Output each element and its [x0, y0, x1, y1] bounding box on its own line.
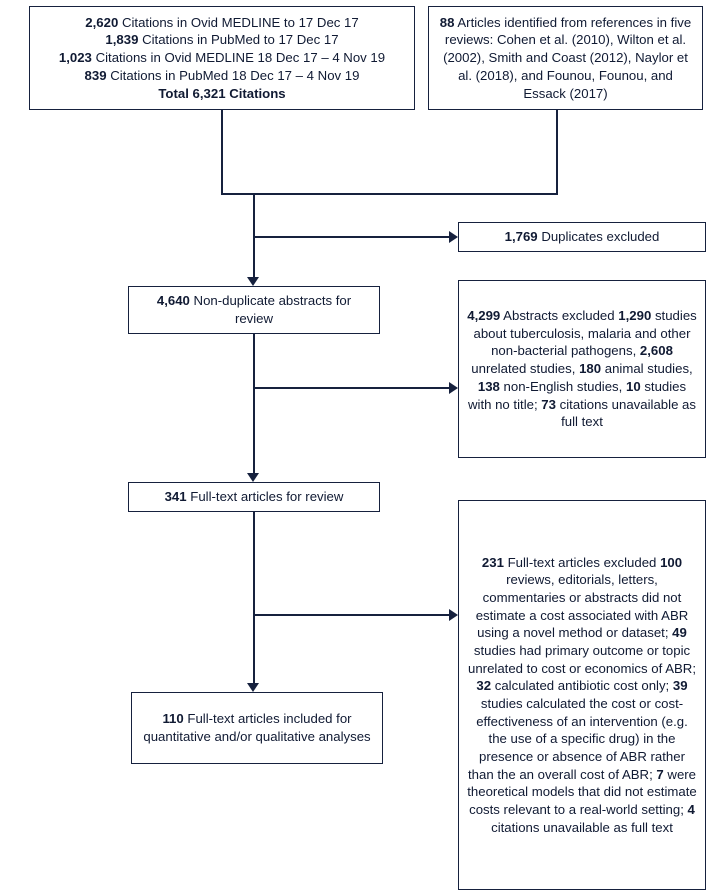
arrowhead-to-included [247, 683, 259, 692]
arrowhead-to-fulltext [247, 473, 259, 482]
included-text: 110 Full-text articles included for quantitative and/or qualitative analyses [143, 711, 371, 744]
arrowhead-to-abstracts-excluded [449, 382, 458, 394]
box-abstracts-excluded [458, 280, 706, 458]
box-identification-citations [29, 6, 415, 110]
connector-references-down [556, 110, 558, 194]
connector-nonduplicate-to-fulltext [253, 334, 255, 475]
box-articles-included [131, 692, 383, 764]
connector-to-fulltext-excluded [253, 614, 449, 616]
box-fulltext-articles-for-review [128, 482, 380, 512]
connector-to-abstracts-excluded [253, 387, 449, 389]
identification-line-3: 1,023 Citations in Ovid MEDLINE 18 Dec 17 – 4 Nov 19 [58, 50, 386, 66]
references-text: 88 Articles identified from references in five reviews: Cohen et al. (2010), Wilton et al. (2002), Smith and Coast (2012), Naylor et al. (2018), and Founou, Founou, and Essack (2017) [439, 14, 692, 101]
identification-line-5: Total 6,321 Citations [158, 85, 286, 101]
fulltext-excluded-text: 231 Full-text articles excluded 100 reviews, editorials, letters, commentaries or abstracts did not estimate a cost associated with ABR using a novel method or dataset; 49 studies had primary outcome or topic unrelated to cost or economics of ABR; 32 calculated antibiotic cost only; 39 studies calculated the cost or cost-effectiveness of an intervention (e.g. the use of a specific drug) in the presence or absence of ABR rather than the an overall cost of ABR; 7 were theoretical models that did not estimate costs relevant to a real-world setting; 4 citations unavailable as full text [467, 554, 697, 835]
arrowhead-to-nonduplicate [247, 277, 259, 286]
connector-merge-bar [221, 193, 558, 195]
duplicates-text: 1,769 Duplicates excluded [504, 229, 660, 245]
abstracts-excluded-text: 4,299 Abstracts excluded 1,290 studies about tuberculosis, malaria and other non-bacterial pathogens, 2,608 unrelated studies, 180 animal studies, 138 non-English studies, 10 studies with no title; 73 citations unavailable as full text [467, 308, 697, 430]
box-duplicates-excluded [458, 222, 706, 252]
box-fulltext-articles-excluded [458, 500, 706, 890]
non-duplicate-text: 4,640 Non-duplicate abstracts for review [156, 293, 352, 326]
arrowhead-to-fulltext-excluded [449, 609, 458, 621]
box-non-duplicate-abstracts [128, 286, 380, 334]
connector-fulltext-to-included [253, 512, 255, 685]
identification-text [37, 14, 407, 102]
arrowhead-to-duplicates [449, 231, 458, 243]
identification-line-1: 2,620 Citations in Ovid MEDLINE to 17 Dec 17 [85, 14, 359, 30]
fulltext-review-text: 341 Full-text articles for review [164, 489, 344, 505]
identification-line-2: 1,839 Citations in PubMed to 17 Dec 17 [105, 32, 339, 48]
box-references-identified [428, 6, 703, 110]
connector-identification-down [221, 110, 223, 194]
identification-line-4: 839 Citations in PubMed 18 Dec 17 – 4 Nov 19 [84, 67, 360, 83]
connector-to-duplicates [253, 236, 449, 238]
